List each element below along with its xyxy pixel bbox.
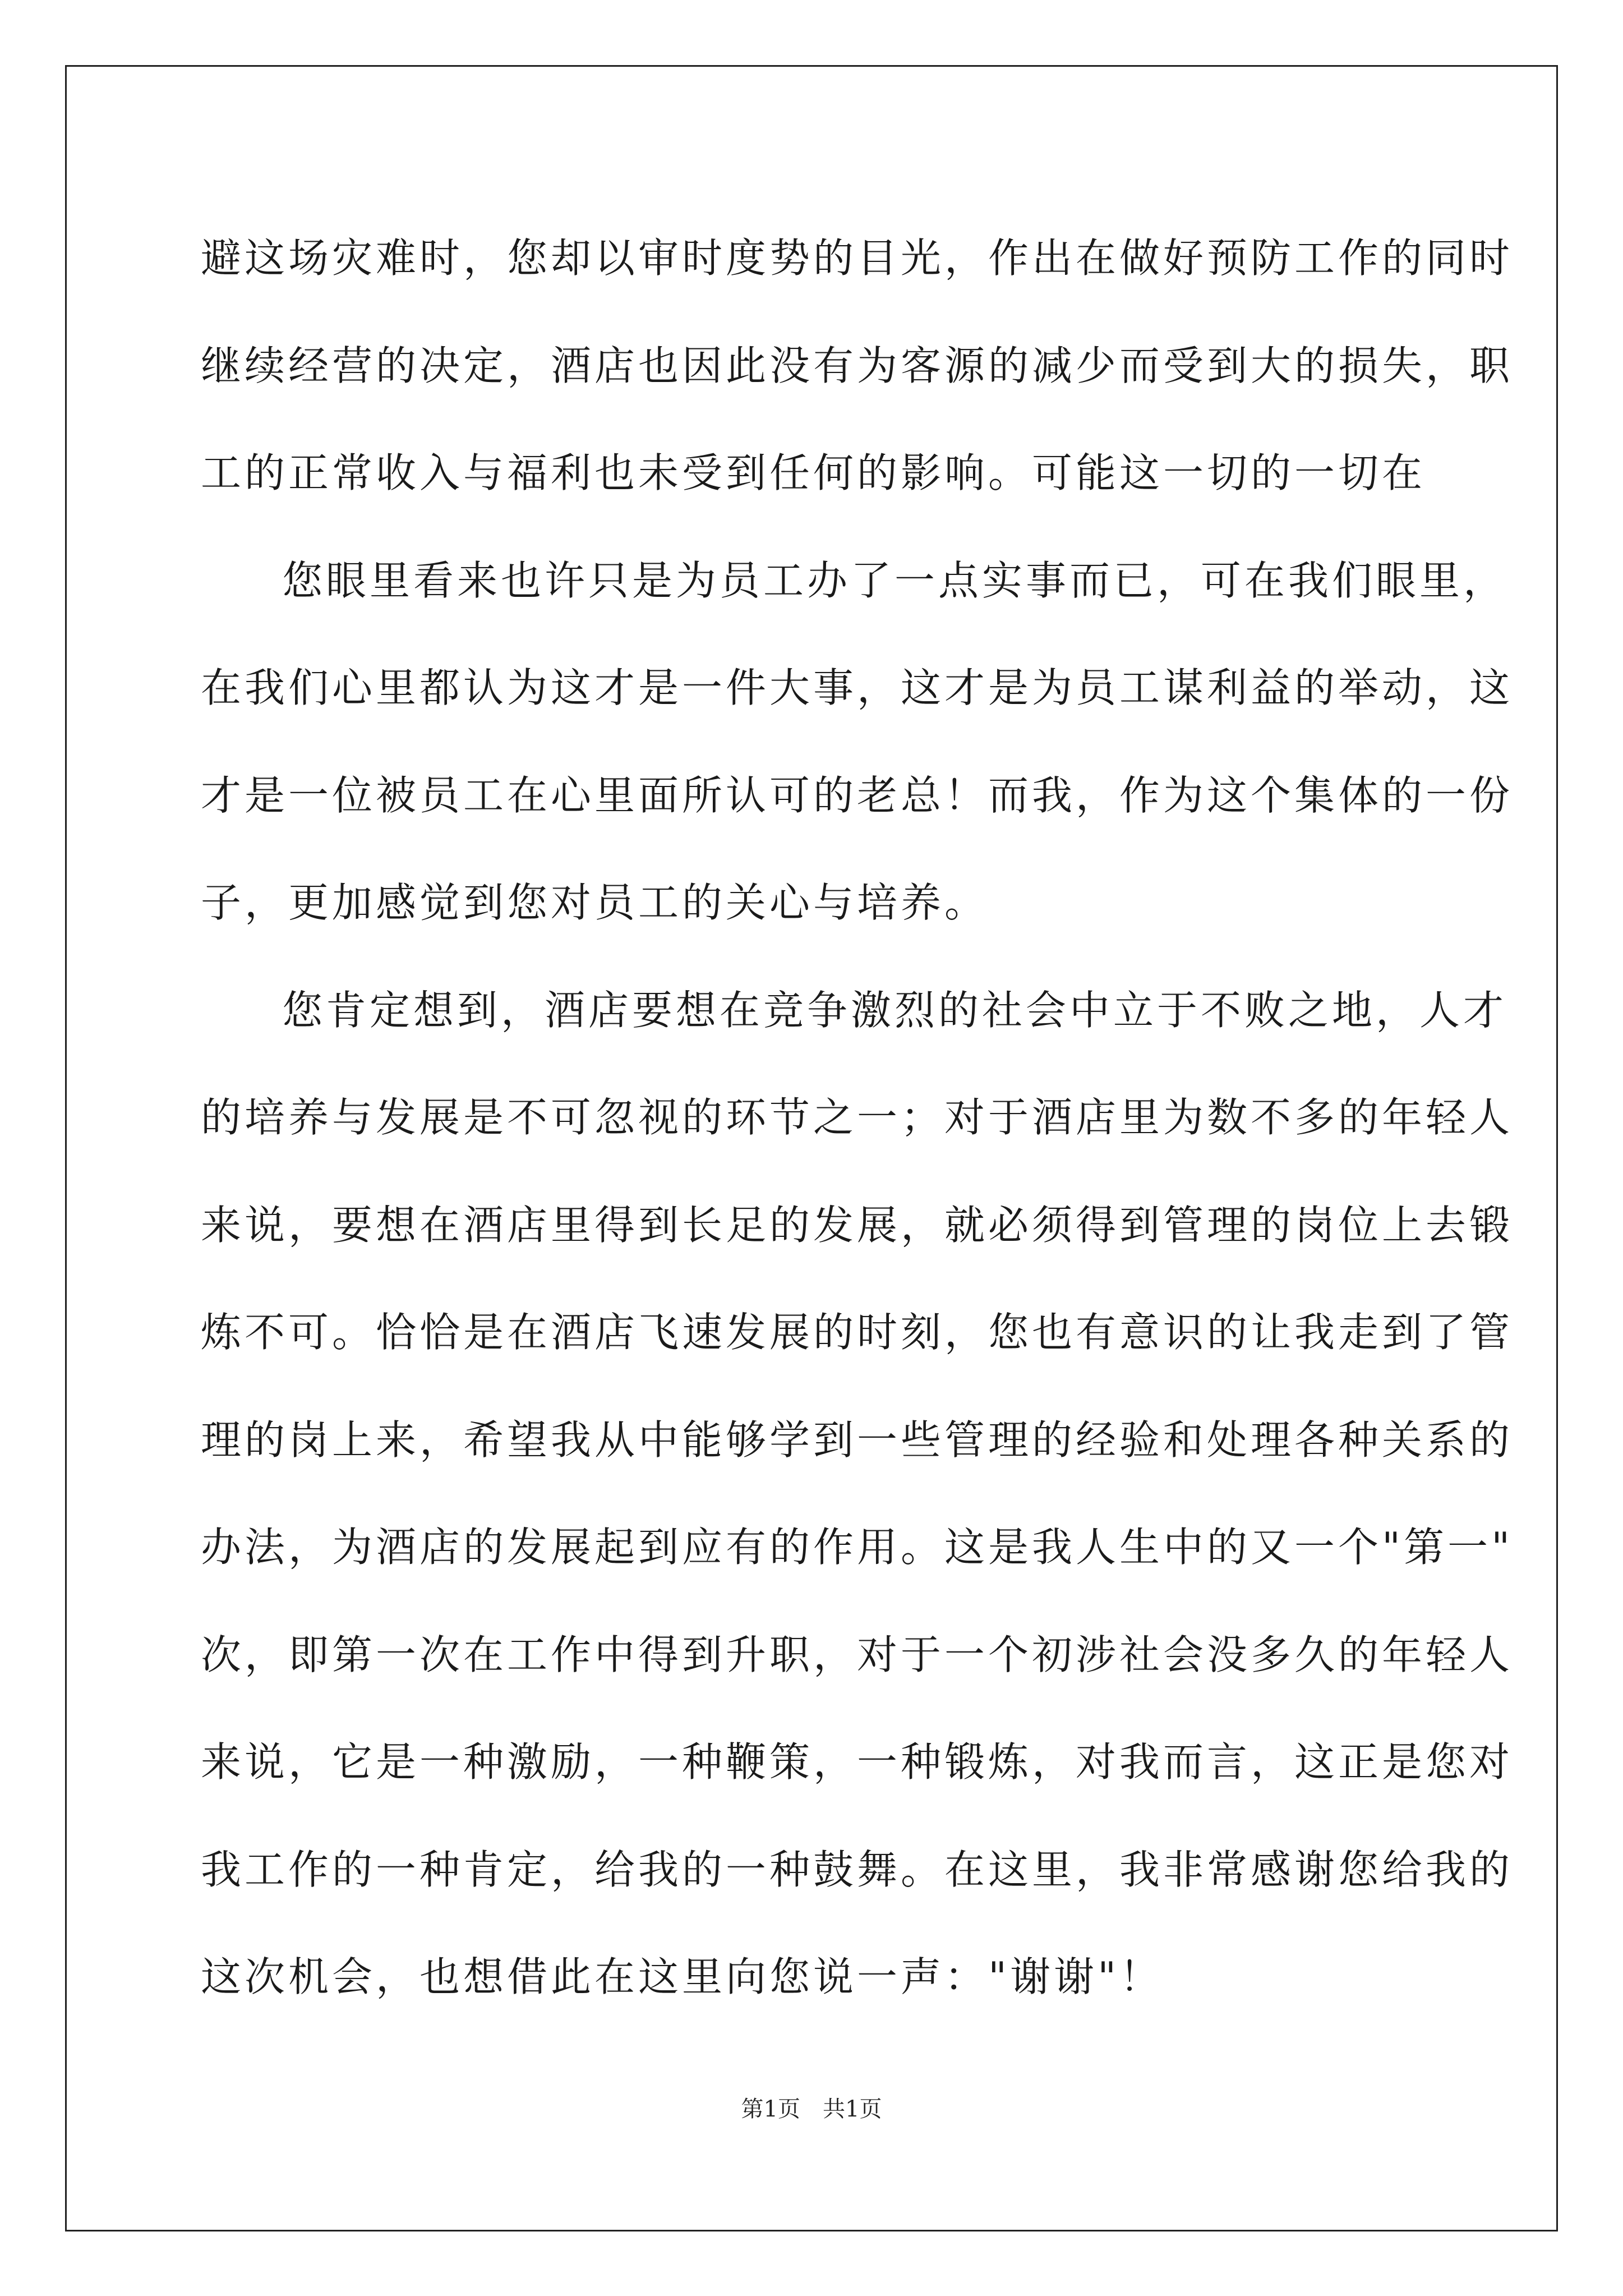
text-line: 理的岗上来，希望我从中能够学到一些管理的经验和处理各种关系的	[201, 1416, 1514, 1464]
text-line: 办法，为酒店的发展起到应有的作用。这是我人生中的又一个"第一"	[201, 1524, 1514, 1571]
text-line: 炼不可。恰恰是在酒店飞速发展的时刻，您也有意识的让我走到了管	[201, 1309, 1514, 1356]
text-line: 才是一位被员工在心里面所认可的老总！而我，作为这个集体的一份	[201, 771, 1514, 819]
document-body	[201, 205, 1514, 2031]
text-line: 您肯定想到，酒店要想在竞争激烈的社会中立于不败之地，人才	[282, 986, 1507, 1034]
text-line: 我工作的一种肯定，给我的一种鼓舞。在这里，我非常感谢您给我的	[201, 1846, 1514, 1893]
text-line: 来说，要想在酒店里得到长足的发展，就必须得到管理的岗位上去锻	[201, 1201, 1514, 1249]
text-line: 继续经营的决定，酒店也因此没有为客源的减少而受到大的损失，职	[201, 342, 1514, 389]
page-footer: 第1页 共1页	[741, 2096, 882, 2122]
text-line: 次，即第一次在工作中得到升职，对于一个初涉社会没多久的年轻人	[201, 1631, 1514, 1678]
text-line: 在我们心里都认为这才是一件大事，这才是为员工谋利益的举动，这	[201, 664, 1514, 711]
text-line: 来说，它是一种激励，一种鞭策，一种锻炼，对我而言，这正是您对	[201, 1738, 1514, 1786]
text-line: 您眼里看来也许只是为员工办了一点实事而已，可在我们眼里，	[282, 556, 1507, 604]
paragraph-3	[201, 957, 1514, 2031]
text-line: 避这场灾难时，您却以审时度势的目光，作出在做好预防工作的同时	[201, 234, 1514, 282]
text-line: 工的正常收入与福利也未受到任何的影响。可能这一切的一切在	[201, 449, 1426, 496]
text-line: 这次机会，也想借此在这里向您说一声："谢谢"！	[201, 1953, 1164, 2000]
paragraph-1	[201, 205, 1514, 527]
text-line: 的培养与发展是不可忽视的环节之一；对于酒店里为数不多的年轻人	[201, 1094, 1514, 1141]
text-line: 子，更加感觉到您对员工的关心与培养。	[201, 879, 989, 926]
paragraph-2	[201, 527, 1514, 957]
